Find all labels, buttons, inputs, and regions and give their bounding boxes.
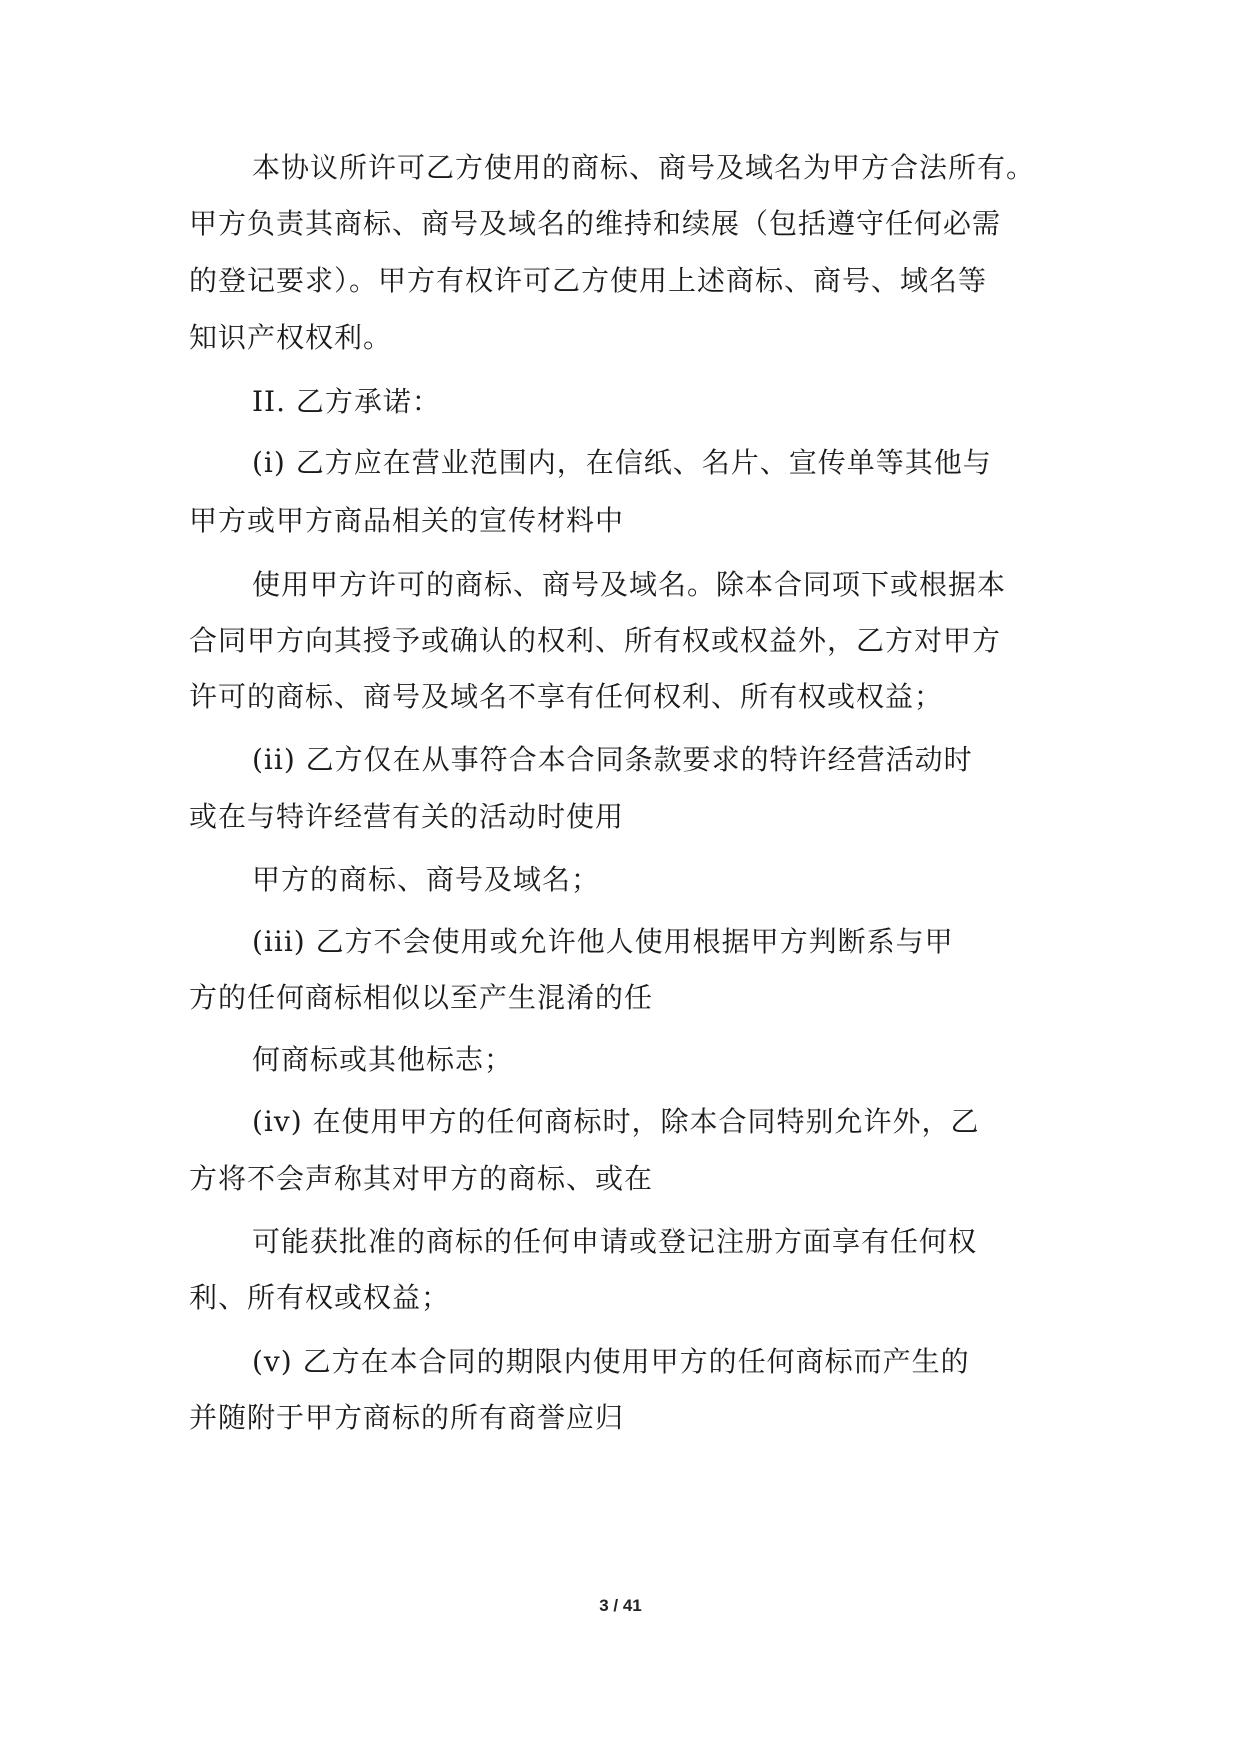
page-number: 3 / 41	[599, 1596, 642, 1615]
paragraph-line: 知识产权权利。	[189, 321, 393, 354]
paragraph-line: (v) 乙方在本合同的期限内使用甲方的任何商标而产生的	[252, 1345, 970, 1378]
paragraph-line: 的登记要求）。甲方有权许可乙方使用上述商标、商号、域名等	[189, 264, 988, 297]
paragraph-line: 并随附于甲方商标的所有商誉应归	[189, 1401, 625, 1434]
paragraph-line: 甲方负责其商标、商号及域名的维持和续展（包括遵守任何必需	[189, 207, 1002, 240]
paragraph-line: (ii) 乙方仅在从事符合本合同条款要求的特许经营活动时	[252, 743, 973, 776]
paragraph-line: (iii) 乙方不会使用或允许他人使用根据甲方判断系与甲	[252, 925, 954, 958]
paragraph-line: 合同甲方向其授予或确认的权利、所有权或权益外，乙方对甲方	[189, 624, 1002, 657]
paragraph-line: 甲方的商标、商号及域名；	[252, 863, 601, 896]
section-heading: II. 乙方承诺：	[252, 385, 441, 418]
paragraph-line: 利、所有权或权益；	[189, 1281, 451, 1314]
paragraph-line: 或在与特许经营有关的活动时使用	[189, 800, 625, 833]
paragraph-line: 甲方或甲方商品相关的宣传材料中	[189, 504, 625, 537]
paragraph-line: 使用甲方许可的商标、商号及域名。除本合同项下或根据本	[252, 568, 1007, 601]
paragraph-line: (i) 乙方应在营业范围内，在信纸、名片、宣传单等其他与	[252, 446, 992, 479]
paragraph-line: (iv) 在使用甲方的任何商标时，除本合同特别允许外，乙	[252, 1105, 980, 1138]
paragraph-line: 可能获批准的商标的任何申请或登记注册方面享有任何权	[252, 1225, 978, 1258]
paragraph-line: 何商标或其他标志；	[252, 1043, 514, 1076]
paragraph-line: 本协议所许可乙方使用的商标、商号及域名为甲方合法所有。	[252, 151, 1036, 184]
paragraph-line: 方将不会声称其对甲方的商标、或在	[189, 1162, 654, 1195]
paragraph-line: 许可的商标、商号及域名不享有任何权利、所有权或权益；	[189, 680, 944, 713]
paragraph-line: 方的任何商标相似以至产生混淆的任	[189, 981, 654, 1014]
